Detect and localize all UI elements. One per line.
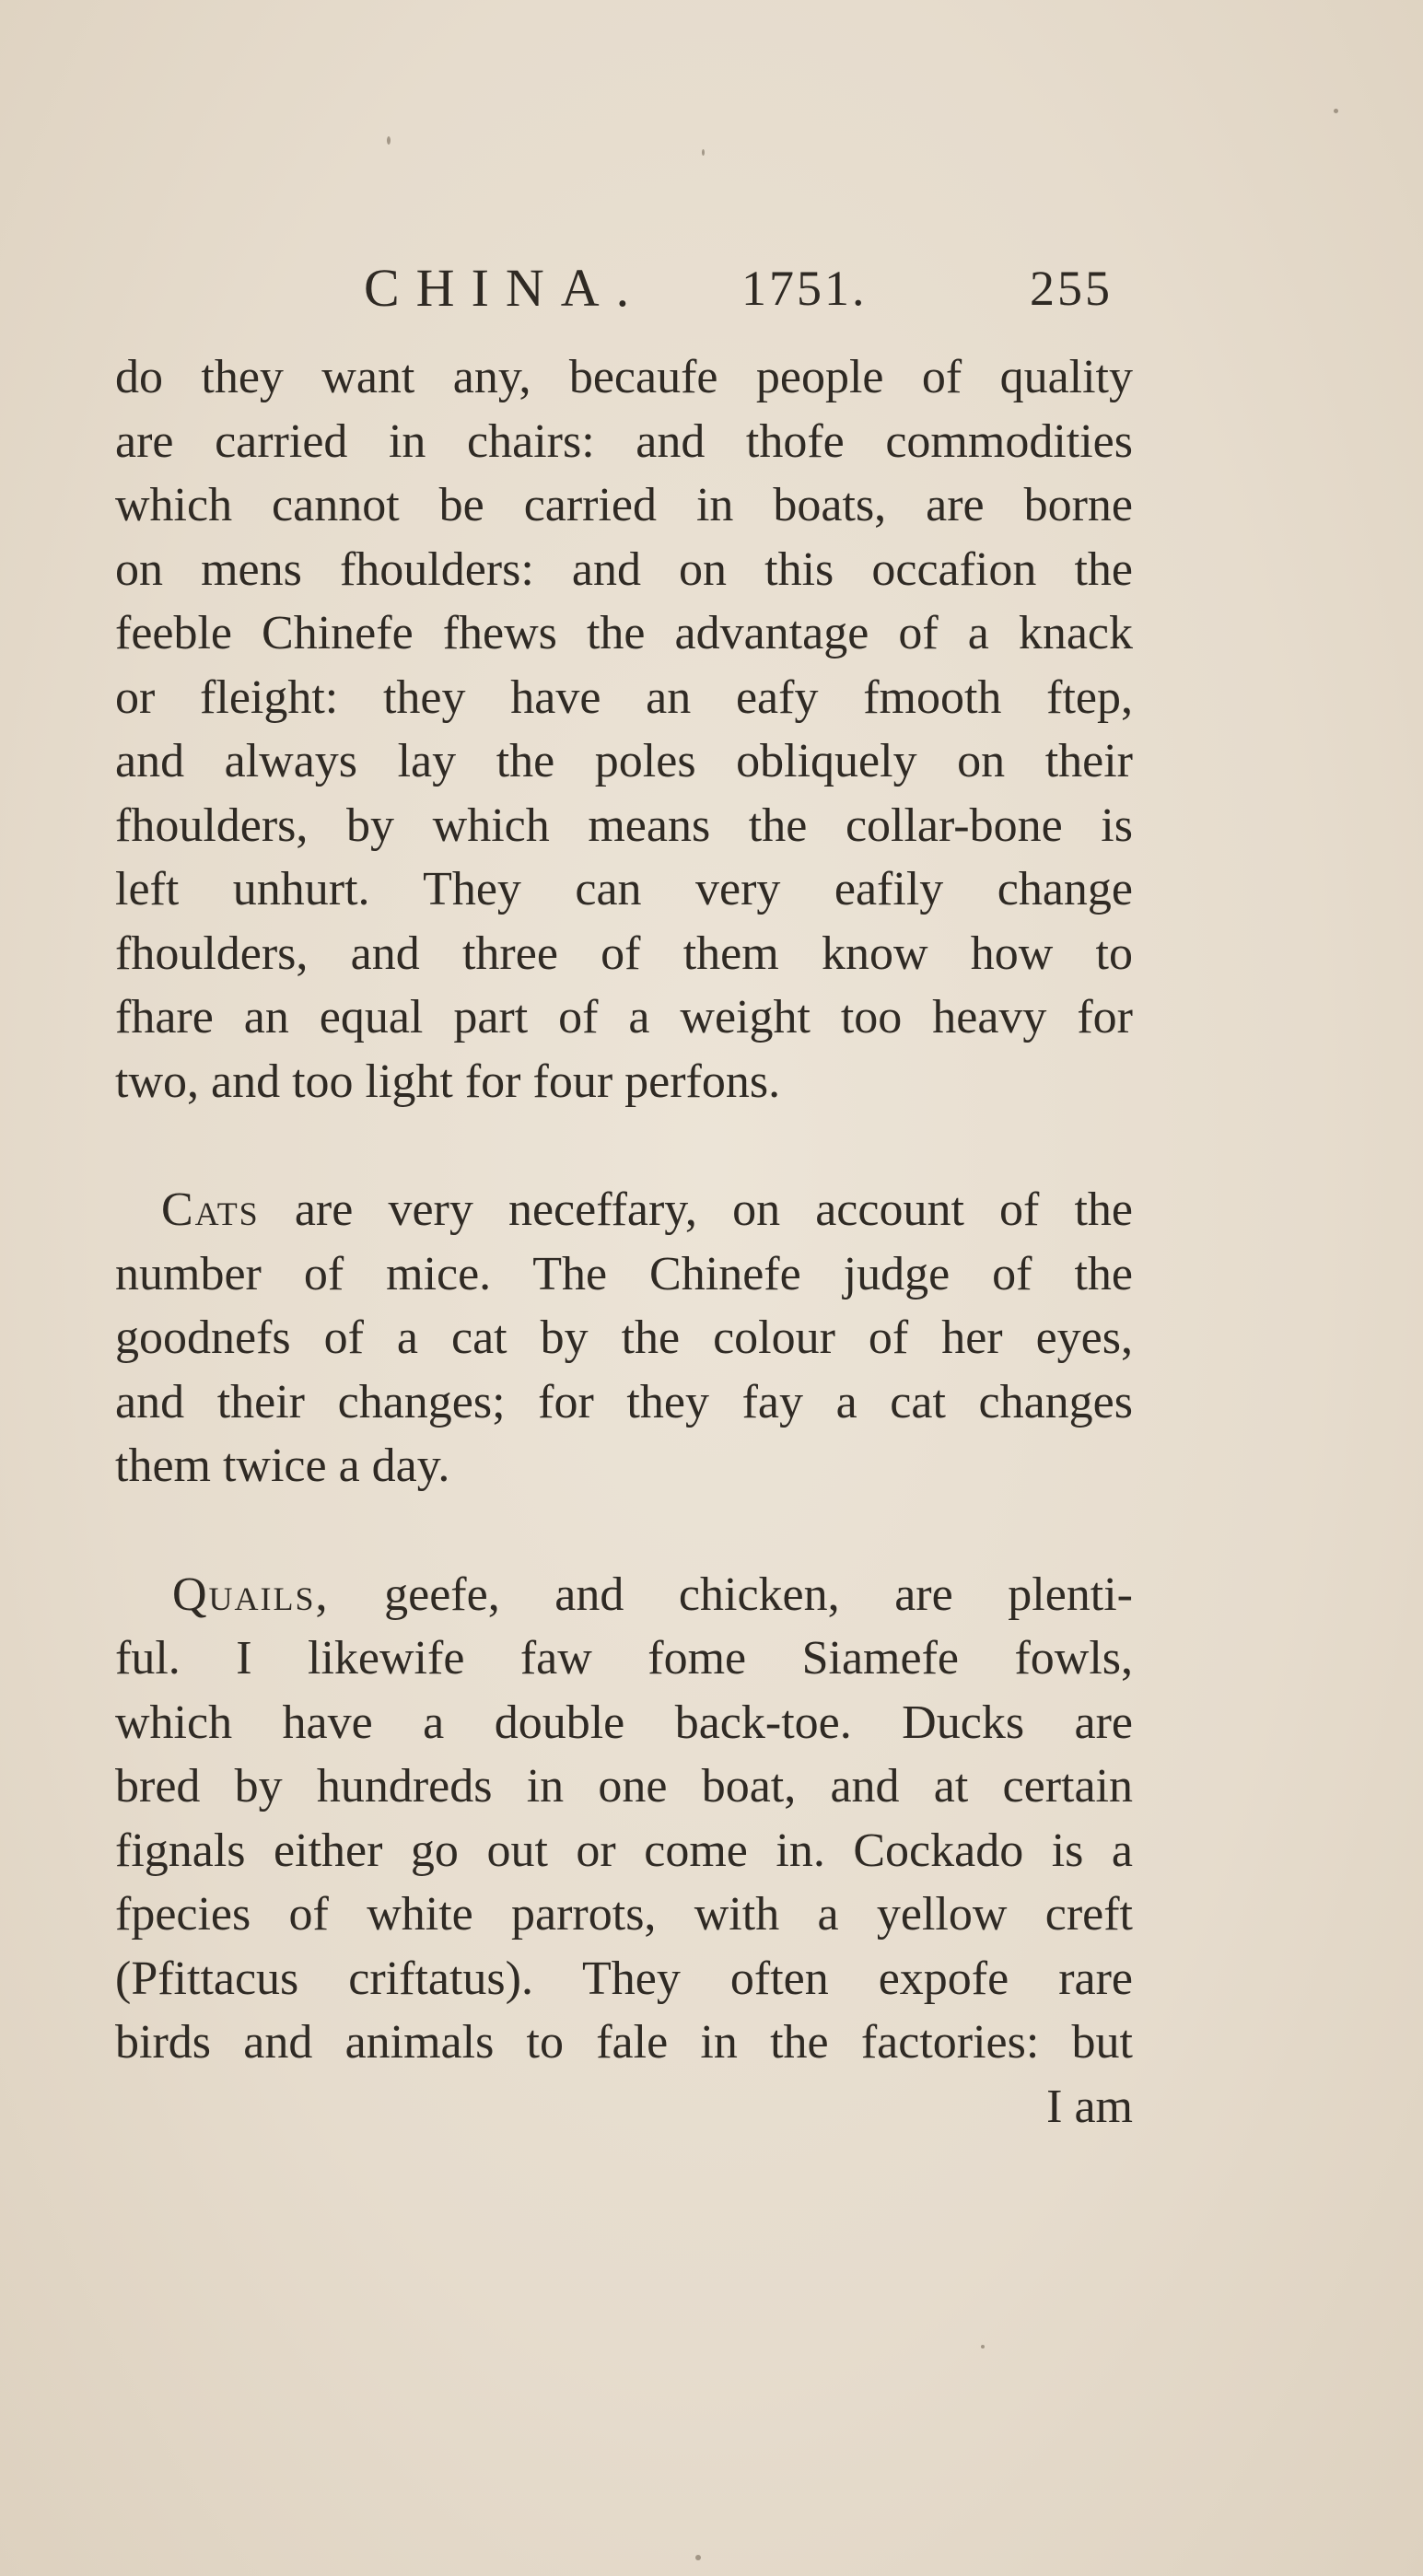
paragraph-birds (115, 1563, 1133, 2075)
text-line: left unhurt. They can very eafily change (115, 863, 1133, 915)
text-line: or fleight: they have an eafy fmooth ftep, (115, 670, 1133, 724)
text-line (115, 1563, 1133, 1627)
text-line: birds and animals to fale in the factories: but (115, 2016, 1133, 2069)
text-line: do they want any, becaufe people of quality (115, 351, 1133, 403)
text-line (115, 1178, 1133, 1242)
text-line: fhoulders, and three of them know how to (115, 927, 1133, 980)
paragraph-gap (115, 1498, 1133, 1563)
body-text (115, 345, 1133, 2139)
paper-speck (387, 136, 391, 145)
text-line: on mens fhoulders: and on this occafion the (115, 542, 1133, 596)
lead-word: Quails, (172, 1568, 330, 1621)
text-line: are carried in chairs: and thofe commodities (115, 414, 1133, 468)
text-line: fignals either go out or come in. Cockado is a (115, 1824, 1133, 1877)
text-line: and always lay the poles obliquely on their (115, 735, 1133, 787)
page-number: 255 (1030, 261, 1113, 316)
lead-word: Cats (161, 1183, 260, 1236)
text-line: bred by hundreds in one boat, and at certain (115, 1760, 1133, 1813)
text-line: ful. I likewife faw fome Siamefe fowls, (115, 1632, 1133, 1684)
paper-speck (981, 2345, 985, 2349)
header-year: 1751. (741, 261, 868, 316)
paragraph-gap (115, 1113, 1133, 1178)
text-line: goodnefs of a cat by the colour of her eyes, (115, 1311, 1133, 1364)
page-header (0, 256, 1423, 321)
catchword: I am (1046, 2080, 1133, 2133)
text-line-rest: are very neceffary, on account of the (259, 1183, 1133, 1236)
text-line: (Pfittacus criftatus). They often expofe rare (115, 1952, 1133, 2005)
paper-speck (695, 2555, 701, 2560)
text-line: number of mice. The Chinefe judge of the (115, 1247, 1133, 1300)
paragraph-cats (115, 1178, 1133, 1498)
paragraph-porters (115, 345, 1133, 1113)
paper-speck (1334, 109, 1338, 113)
text-line: fpecies of white parrots, with a yellow creft (115, 1888, 1133, 1941)
paper-speck (702, 149, 705, 156)
text-line: two, and too light for four perfons. (115, 1055, 781, 1108)
text-line: which have a double back-toe. Ducks are (115, 1696, 1133, 1749)
text-line: feeble Chinefe fhews the advantage of a knack (115, 607, 1133, 659)
running-head: CHINA. (364, 258, 647, 318)
text-line: fhoulders, by which means the collar-bone is (115, 798, 1133, 852)
text-line: and their changes; for they fay a cat changes (115, 1375, 1133, 1428)
text-line: fhare an equal part of a weight too heavy for (115, 991, 1133, 1043)
text-line-rest: geefe, and chicken, are plenti- (329, 1568, 1133, 1621)
text-line: them twice a day. (115, 1440, 450, 1492)
text-line: which cannot be carried in boats, are borne (115, 479, 1133, 531)
